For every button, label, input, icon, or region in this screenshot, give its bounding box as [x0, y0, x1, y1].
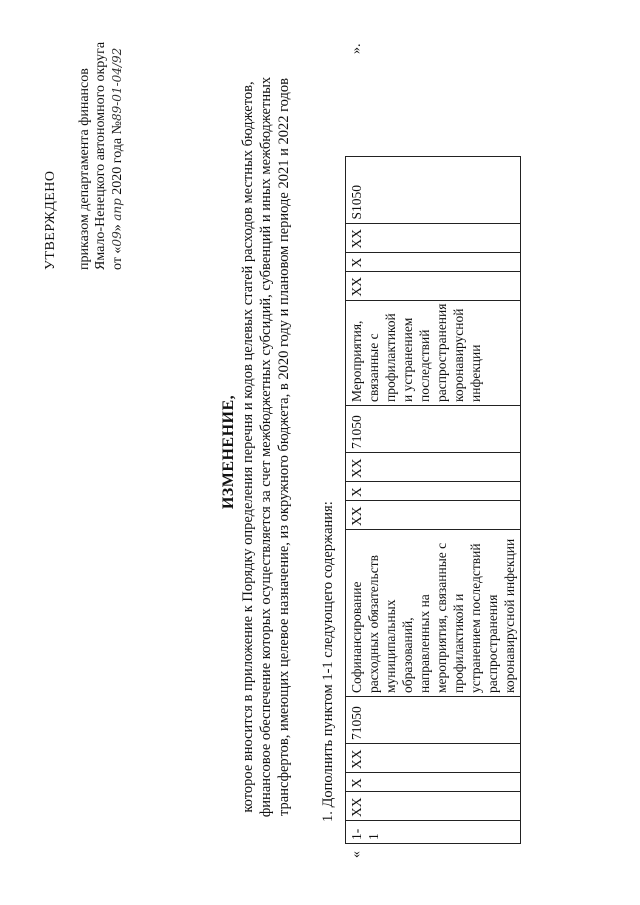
approval-heading: УТВЕРЖДЕНО [43, 170, 58, 270]
item-instruction: 1. Дополнить пунктом 1-1 следующего содержания: [320, 501, 336, 822]
approval-date-mid: » [110, 224, 125, 232]
approval-day: 09 [110, 231, 124, 247]
approval-month: апр [110, 198, 124, 221]
table-cell: Мероприятия, связанные с профилактикой и устранением последствий распространения коронавирусной инфекции [346, 300, 521, 405]
table-cell: 71050 [346, 697, 521, 744]
table-cell: ХХ [346, 792, 521, 821]
table-cell: ХХ [346, 223, 521, 252]
table-row [346, 156, 521, 843]
intro-line-2: финансовое обеспечение которых осуществляется за счет межбюджетных субсидий, субвенций и иных межбюджетных [258, 76, 274, 818]
table-cell: ХХ [346, 271, 521, 300]
approval-line-3 [109, 40, 126, 270]
approval-number: 89-01-04/92 [110, 47, 124, 122]
approval-line-2: Ямало-Ненецкого автономного округа [93, 41, 108, 270]
table-cell: 71050 [346, 406, 521, 453]
table-cell: ХХ [346, 501, 521, 530]
approval-line-1: приказом департамента финансов [77, 68, 92, 270]
table-cell: Х [346, 482, 521, 501]
close-quote: ». [349, 43, 364, 54]
table-cell: Х [346, 773, 521, 792]
intro-line-3: трансфертов, имеющих целевое назначение, из окружного бюджета, в 2020 году и плановом периоде 2021 и 2022 годов [276, 78, 292, 816]
document-intro [239, 52, 293, 842]
table-cell: S1050 [346, 156, 521, 223]
intro-line-1: которое вносится в приложение к Порядку определения перечня и кодов целевых статей расходов местных бюджетов, [240, 81, 256, 813]
open-quote: « [349, 851, 364, 858]
approval-block [43, 40, 126, 270]
table-cell: Х [346, 252, 521, 271]
table-cell: 1-1 [346, 821, 521, 844]
table-cell: ХХ [346, 744, 521, 773]
approval-date-prefix: от « [110, 246, 125, 270]
table-cell: ХХ [346, 453, 521, 482]
codes-table [345, 156, 521, 844]
table-cell: Софинансирование расходных обязательств муниципальных образований, направленных на мероприятия, связанные с профилактикой и устранением последствий распространения коронавирусной инфекции [346, 530, 521, 697]
approval-year: 2020 года № [110, 121, 125, 195]
document-title: ИЗМЕНЕНИЕ, [220, 394, 237, 510]
document-page [25, 22, 615, 882]
